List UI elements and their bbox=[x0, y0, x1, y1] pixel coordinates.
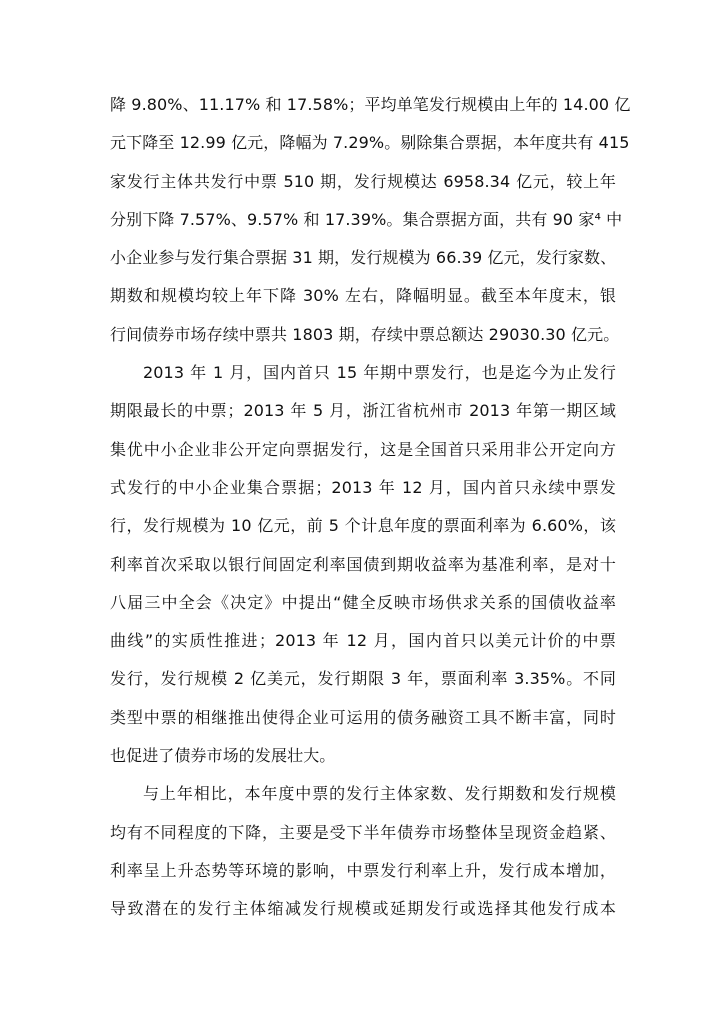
text-line: 降 9.80%、11.17% 和 17.58%；平均单笔发行规模由上年的 14.00 亿 bbox=[110, 95, 631, 114]
text-line: 八届三中全会《决定》中提出“健全反映市场供求关系的国债收益率 bbox=[110, 592, 616, 612]
text-line: 曲线”的实质性推进；2013 年 12 月，国内首只以美元计价的中票 bbox=[110, 631, 616, 651]
text-line: 小企业参与发行集合票据 31 期，发行规模为 66.39 亿元，发行家数、 bbox=[110, 248, 617, 268]
text-line: 利率首次采取以银行间固定利率国债到期收益率为基准利率，是对十 bbox=[110, 554, 616, 574]
text-line: 发行，发行规模 2 亿美元，发行期限 3 年，票面利率 3.35%。不同 bbox=[110, 669, 616, 689]
text-line: 类型中票的相继推出使得企业可运用的债务融资工具不断丰富，同时 bbox=[110, 707, 616, 727]
text-line: 行间债券市场存续中票共 1803 期，存续中票总额达 29030.30 亿元。 bbox=[110, 324, 620, 344]
body-text bbox=[110, 86, 631, 929]
paragraph-3 bbox=[110, 775, 616, 928]
text-line: 家发行主体共发行中票 510 期，发行规模达 6958.34 亿元，较上年 bbox=[110, 171, 616, 191]
text-line: 集优中小企业非公开定向票据发行，这是全国首只采用非公开定向方 bbox=[110, 439, 616, 459]
text-line: 期限最长的中票；2013 年 5 月，浙江省杭州市 2013 年第一期区域 bbox=[110, 401, 616, 421]
text-line: 利率呈上升态势等环境的影响，中票发行利率上升，发行成本增加， bbox=[110, 860, 616, 880]
text-line: 期数和规模均较上年下降 30% 左右，降幅明显。截至本年度末，银 bbox=[110, 286, 616, 306]
text-line: 与上年相比，本年度中票的发行主体家数、发行期数和发行规模 bbox=[143, 784, 616, 804]
text-line: 导致潜在的发行主体缩减发行规模或延期发行或选择其他发行成本 bbox=[110, 899, 616, 919]
text-line: 均有不同程度的下降，主要是受下半年债券市场整体呈现资金趋紧、 bbox=[110, 822, 616, 842]
paragraph-1 bbox=[110, 86, 631, 354]
text-line: 元下降至 12.99 亿元，降幅为 7.29%。剔除集合票据，本年度共有 415 bbox=[110, 133, 630, 153]
paragraph-2 bbox=[110, 354, 616, 775]
text-line: 也促进了债券市场的发展壮大。 bbox=[110, 746, 336, 766]
text-line: 行，发行规模为 10 亿元，前 5 个计息年度的票面利率为 6.60%，该 bbox=[110, 516, 616, 536]
text-line: 式发行的中小企业集合票据；2013 年 12 月，国内首只永续中票发 bbox=[110, 477, 616, 497]
text-line: 分别下降 7.57%、9.57% 和 17.39%。集合票据方面，共有 90 家⁴ 中 bbox=[110, 209, 623, 229]
text-line: 2013 年 1 月，国内首只 15 年期中票发行，也是迄今为止发行 bbox=[143, 363, 616, 383]
